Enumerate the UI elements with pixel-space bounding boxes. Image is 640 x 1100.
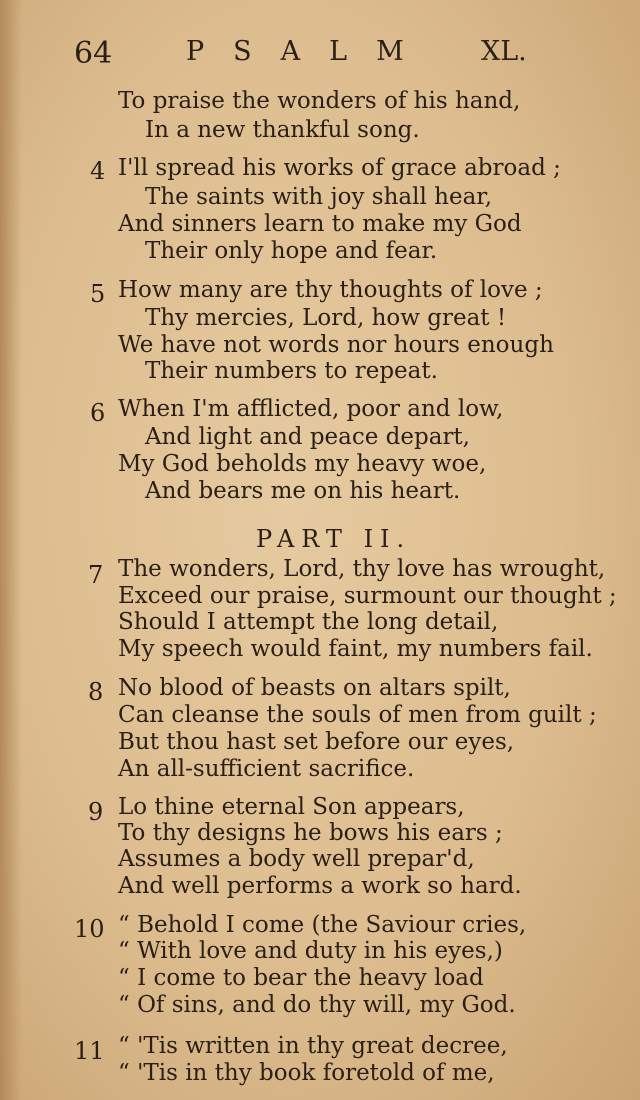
verse-number: 11 bbox=[74, 1037, 105, 1065]
verse-line: Their numbers to repeat. bbox=[145, 358, 438, 384]
verse-line: “ Behold I come (the Saviour cries, bbox=[118, 912, 527, 938]
running-title: PSALM bbox=[186, 36, 433, 67]
verse-number: 6 bbox=[90, 399, 106, 427]
verse-line: Can cleanse the souls of men from guilt ; bbox=[118, 702, 597, 728]
verse-line: Lo thine eternal Son appears, bbox=[118, 794, 465, 820]
verse-number: 5 bbox=[90, 280, 106, 308]
verse-line: To thy designs he bows his ears ; bbox=[118, 820, 503, 846]
verse-line: And well performs a work so hard. bbox=[118, 873, 522, 899]
verse-line: And sinners learn to make my God bbox=[118, 211, 522, 237]
verse-line: Thy mercies, Lord, how great ! bbox=[145, 305, 507, 331]
verse-line: My speech would faint, my numbers fail. bbox=[118, 636, 593, 662]
verse-number: 10 bbox=[74, 915, 105, 943]
verse-line: The wonders, Lord, thy love has wrought, bbox=[118, 556, 606, 582]
page-gutter-shadow bbox=[0, 0, 22, 1100]
verse-line: And bears me on his heart. bbox=[145, 478, 461, 504]
verse-line: My God beholds my heavy woe, bbox=[118, 451, 487, 477]
verse-line: No blood of beasts on altars spilt, bbox=[118, 675, 511, 701]
verse-line: I'll spread his works of grace abroad ; bbox=[118, 155, 561, 181]
verse-number: 4 bbox=[90, 157, 106, 185]
verse-number: 7 bbox=[88, 561, 104, 589]
part-heading: PART II. bbox=[256, 525, 412, 553]
verse-line: “ I come to bear the heavy load bbox=[118, 965, 484, 991]
verse-line: Should I attempt the long detail, bbox=[118, 609, 499, 635]
verse-line: Assumes a body well prepar'd, bbox=[118, 846, 475, 872]
verse-line: Their only hope and fear. bbox=[145, 238, 438, 264]
verse-line: “ 'Tis written in thy great decree, bbox=[118, 1033, 508, 1059]
verse-number: 8 bbox=[88, 678, 104, 706]
verse-line: “ Of sins, and do thy will, my God. bbox=[118, 992, 516, 1018]
verse-line: But thou hast set before our eyes, bbox=[118, 729, 515, 755]
verse-line: In a new thankful song. bbox=[145, 117, 420, 143]
verse-line: We have not words nor hours enough bbox=[118, 332, 554, 358]
verse-line: How many are thy thoughts of love ; bbox=[118, 277, 543, 303]
verse-line: To praise the wonders of his hand, bbox=[118, 88, 521, 114]
verse-line: And light and peace depart, bbox=[145, 424, 470, 450]
verse-number: 9 bbox=[88, 798, 104, 826]
verse-line: The saints with joy shall hear, bbox=[145, 184, 493, 210]
verse-line: When I'm afflicted, poor and low, bbox=[118, 396, 504, 422]
page-number: 64 bbox=[74, 36, 113, 71]
psalm-number: XL. bbox=[481, 36, 527, 67]
running-header bbox=[0, 36, 640, 76]
verse-line: An all-sufficient sacrifice. bbox=[118, 756, 415, 782]
verse-line: Exceed our praise, surmount our thought ; bbox=[118, 583, 617, 609]
verse-line: “ 'Tis in thy book foretold of me, bbox=[118, 1060, 495, 1086]
verse-line: “ With love and duty in his eyes,) bbox=[118, 938, 503, 964]
